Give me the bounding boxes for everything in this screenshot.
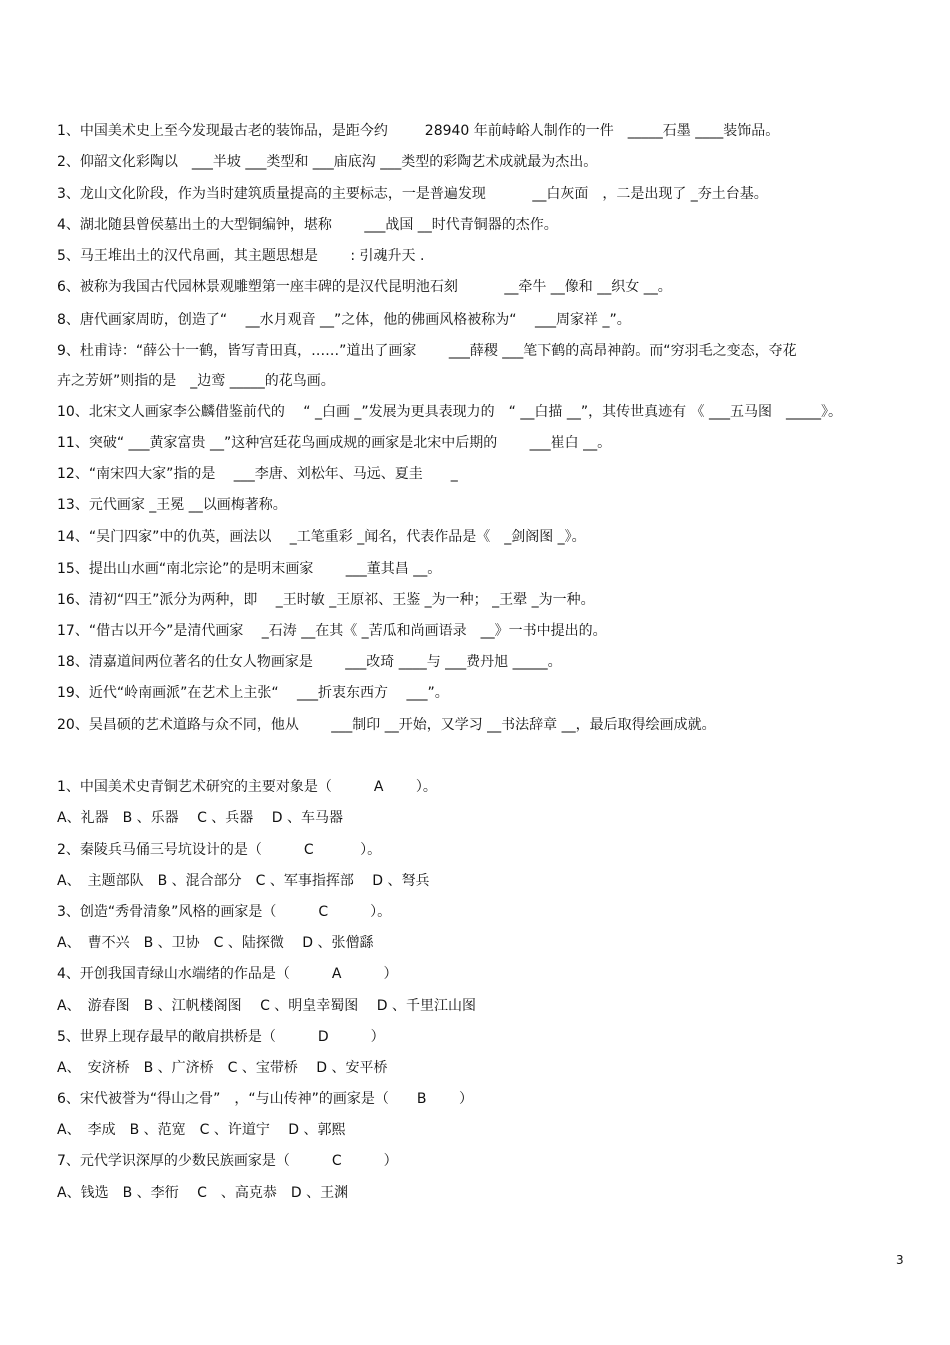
question-line: 5、马王堆出土的汉代帛画，其主题思想是 : 引魂升天 . xyxy=(57,248,425,264)
choice-question: 2、秦陵兵马俑三号坑设计的是（ C ）。 xyxy=(57,842,382,858)
question-line: 3、龙山文化阶段，作为当时建筑质量提高的主要标志，一是普遍发现 __白灰面 ，二是出现了 _夯土台基。 xyxy=(57,186,768,202)
choice-question: 5、世界上现存最早的敞肩拱桥是（ D ） xyxy=(57,1029,385,1045)
question-line: 卉之芳妍”则指的是 _边鸾 _____的花鸟画。 xyxy=(57,373,335,389)
choice-question: 3、创造“秀骨清象”风格的画家是（ C ）。 xyxy=(57,904,392,920)
question-line: 16、清初“四王”派分为两种，即 _王时敏 _王原祁、王鉴 _为一种； _王翚 _为一种。 xyxy=(57,592,595,608)
choice-options: A、 游春图 B 、江帆楼阁图 C 、明皇幸蜀图 D 、千里江山图 xyxy=(57,998,476,1014)
question-line: 4、湖北随县曾侯墓出土的大型铜编钟，堪称 ___战国 __时代青铜器的杰作。 xyxy=(57,217,558,233)
choice-options: A、 曹不兴 B 、卫协 C 、陆探微 D 、张僧繇 xyxy=(57,935,374,951)
choice-options: A、 李成 B 、范宽 C 、许道宁 D 、郭熙 xyxy=(57,1122,346,1138)
question-line: 9、杜甫诗：“薛公十一鹤，皆写青田真，……”道出了画家 ___薛稷 ___笔下鹤的高昂神韵。而“穷羽毛之变态，夺花 xyxy=(57,343,797,359)
question-line: 18、清嘉道间两位著名的仕女人物画家是 ___改琦 ____与 ___费丹旭 _____。 xyxy=(57,654,562,670)
question-line: 8、唐代画家周昉，创造了“ __水月观音 __”之体，他的佛画风格被称为“ ___周家祥 _”。 xyxy=(57,312,631,328)
choice-options: A、 主题部队 B 、混合部分 C 、军事指挥部 D 、弩兵 xyxy=(57,873,430,889)
choice-question: 1、中国美术史青铜艺术研究的主要对象是（ A ）。 xyxy=(57,779,437,795)
question-line: 10、北宋文人画家李公麟借鉴前代的 “ _白画 _”发展为更具表现力的 “ __白描 __”，其传世真迹有 《 ___五马图 _____》。 xyxy=(57,404,842,420)
choice-question: 6、宋代被誉为“得山之骨” ，“与山传神”的画家是（ B ） xyxy=(57,1091,473,1107)
question-line: 13、元代画家 _王冕 __以画梅著称。 xyxy=(57,497,287,513)
question-line: 11、突破“ ___黄家富贵 __”这种宫廷花鸟画成规的画家是北宋中后期的 ___崔白 __。 xyxy=(57,435,612,451)
question-line: 1、中国美术史上至今发现最古老的装饰品，是距今约 28940 年前峙峪人制作的一件 _____石墨 ____装饰品。 xyxy=(57,123,780,139)
choice-options: A、礼器 B 、乐器 C 、兵器 D 、车马器 xyxy=(57,810,343,826)
question-line: 17、“借古以开今”是清代画家 _石涛 __在其《 _苦瓜和尚画语录 __》一书中提出的。 xyxy=(57,623,607,639)
choice-options: A、钱选 B 、李衎 C 、高克恭 D 、王渊 xyxy=(57,1185,349,1201)
question-line: 15、提出山水画“南北宗论”的是明末画家 ___董其昌 __。 xyxy=(57,561,442,577)
question-line: 20、吴昌硕的艺术道路与众不同，他从 ___制印 __开始，又学习 __书法辞章 __，最后取得绘画成就。 xyxy=(57,717,716,733)
question-line: 6、被称为我国古代园林景观雕塑第一座丰碑的是汉代昆明池石刻 __牵牛 __像和 __织女 __。 xyxy=(57,279,672,295)
question-line: 2、仰韶文化彩陶以 ___半坡 ___类型和 ___庙底沟 ___类型的彩陶艺术成就最为杰出。 xyxy=(57,154,598,170)
choice-options: A、 安济桥 B 、广济桥 C 、宝带桥 D 、安平桥 xyxy=(57,1060,388,1076)
question-line: 19、近代“岭南画派”在艺术上主张“ ___折衷东西方 ___”。 xyxy=(57,685,449,701)
question-line: 14、“吴门四家”中的仇英，画法以 _工笔重彩 _闻名，代表作品是《 _剑阁图 _》。 xyxy=(57,529,586,545)
question-line: 12、“南宋四大家”指的是 ___李唐、刘松年、马远、夏圭 _ xyxy=(57,466,458,482)
choice-question: 4、开创我国青绿山水端绪的作品是（ A ） xyxy=(57,966,398,982)
page-number: 3 xyxy=(896,1253,904,1267)
choice-question: 7、元代学识深厚的少数民族画家是（ C ） xyxy=(57,1153,398,1169)
